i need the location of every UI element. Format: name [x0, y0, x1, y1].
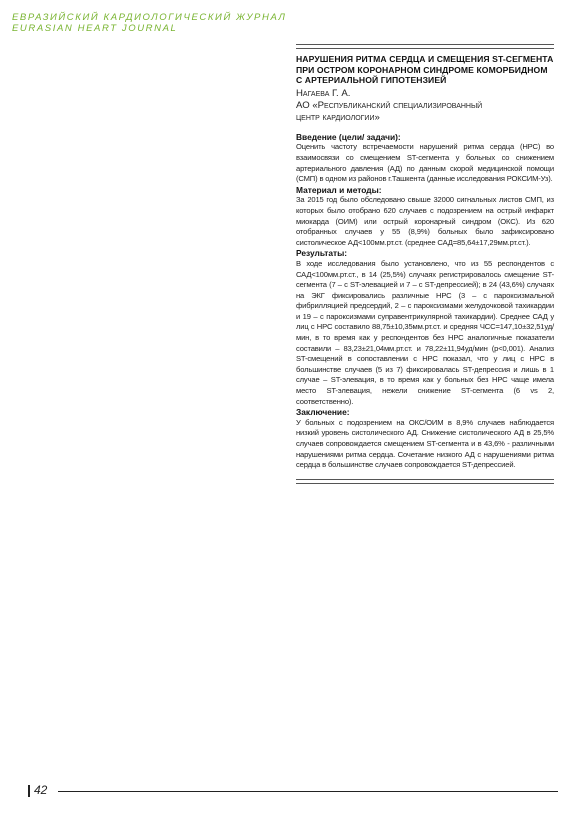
- section-introduction: [296, 132, 554, 185]
- article: [296, 44, 554, 484]
- page-footer: [28, 784, 558, 798]
- footer-vertical-bar: [28, 785, 30, 797]
- section-text: У больных с подозрением на ОКС/ОИМ в 8,9% случаев наблюдается низкий уровень систолического АД. Снижение систолического АД в 25,5% случаев сопровождается смещением ST-сегмента и в 43,6% - различными нарушениями ритма сердца. Сочетание низкого АД с нарушениями ритма сердца в большинстве случаев сопровождается ST-депрессией.: [296, 417, 554, 470]
- section-heading: Результаты:: [296, 248, 348, 259]
- section-conclusion: [296, 407, 554, 471]
- journal-name-ru: ЕВРАЗИЙСКИЙ КАРДИОЛОГИЧЕСКИЙ ЖУРНАЛ: [12, 12, 287, 23]
- section-text: Оценить частоту встречаемости нарушений ритма сердца (НРС) во взаимосвязи со смещением ST-сегмента у больных со снижением артериального давления (АД) по данным скорой медицинской помощи (СМП) в одном из районов г.Ташкента (данные исследования РОКСИМ-Уз).: [296, 142, 554, 184]
- article-title: НАРУШЕНИЯ РИТМА СЕРДЦА И СМЕЩЕНИЯ ST-СЕГМЕНТА ПРИ ОСТРОМ КОРОНАРНОМ СИНДРОМЕ КОМОРБИДНОМ С АРТЕРИАЛЬНОЙ ГИПОТЕНЗИЕЙ: [296, 54, 554, 86]
- section-heading: Заключение:: [296, 407, 350, 418]
- article-affiliation: [296, 100, 554, 124]
- section-text: В ходе исследования было установлено, что из 55 респондентов с САД<100мм.рт.ст., в 14 (25,5%) случаях регистрировалось смещение ST-сегмента (7 – с ST-элевацией и 7 – с ST-депрессией); в 24 (43,6%) случаях на ЭКГ фиксировались различные НРС (3 – с пароксизмальной фибрилляцией предсердий, 2 – с пароксизмами желудочковой тахикардии и 19 – с пароксизмами суправентрикулярной тахикардии). Среднее САД у лиц с НРС составило 88,75±10,35мм.рт.ст. и средняя ЧСС=147,10±32,51уд/мин, в то время как у респондентов без НРС аналогичные показатели составили – 83,23±21,04мм.рт.ст. и 78,22±11,94уд/мин (р<0,001). Анализ ST-смещений в сопоставлении с НРС показал, что у лиц с НРС в большинстве случаев (5 из 7) фиксировалась ST-депрессия и лишь в 1 случае – ST-элевация, в то время как у больных без НРС чаще имела место ST-элевация, нежели снижение ST-сегмента (6 vs 2, соответственно).: [296, 258, 554, 406]
- section-heading: Материал и методы:: [296, 184, 382, 195]
- bottom-double-rule: [296, 479, 554, 484]
- section-results: [296, 248, 554, 407]
- affiliation-line-1: АО «Республиканский специализированный: [296, 99, 483, 111]
- footer-rule: [58, 791, 558, 792]
- section-methods: [296, 185, 554, 249]
- journal-header: [12, 12, 312, 34]
- page-number: 42: [34, 783, 48, 797]
- section-text: За 2015 год было обследовано свыше 32000 сигнальных листов СМП, из которых было отобрано 620 случаев с подозрением на острый инфаркт миокарда (ОИМ) или острый коронарный синдром (ОКС). Из 620 отобранных случаев у 55 (8,9%) больных было зафиксировано систолическое АД<100мм.рт.ст. (среднее САД=85,64±17,29мм.рт.ст.).: [296, 195, 554, 247]
- affiliation-line-2: центр кардиологии»: [296, 111, 380, 123]
- top-double-rule: [296, 44, 554, 49]
- article-authors: Нагаева Г. А.: [296, 87, 351, 99]
- section-heading: Введение (цели/ задачи):: [296, 131, 401, 142]
- journal-name-en: EURASIAN HEART JOURNAL: [12, 23, 178, 34]
